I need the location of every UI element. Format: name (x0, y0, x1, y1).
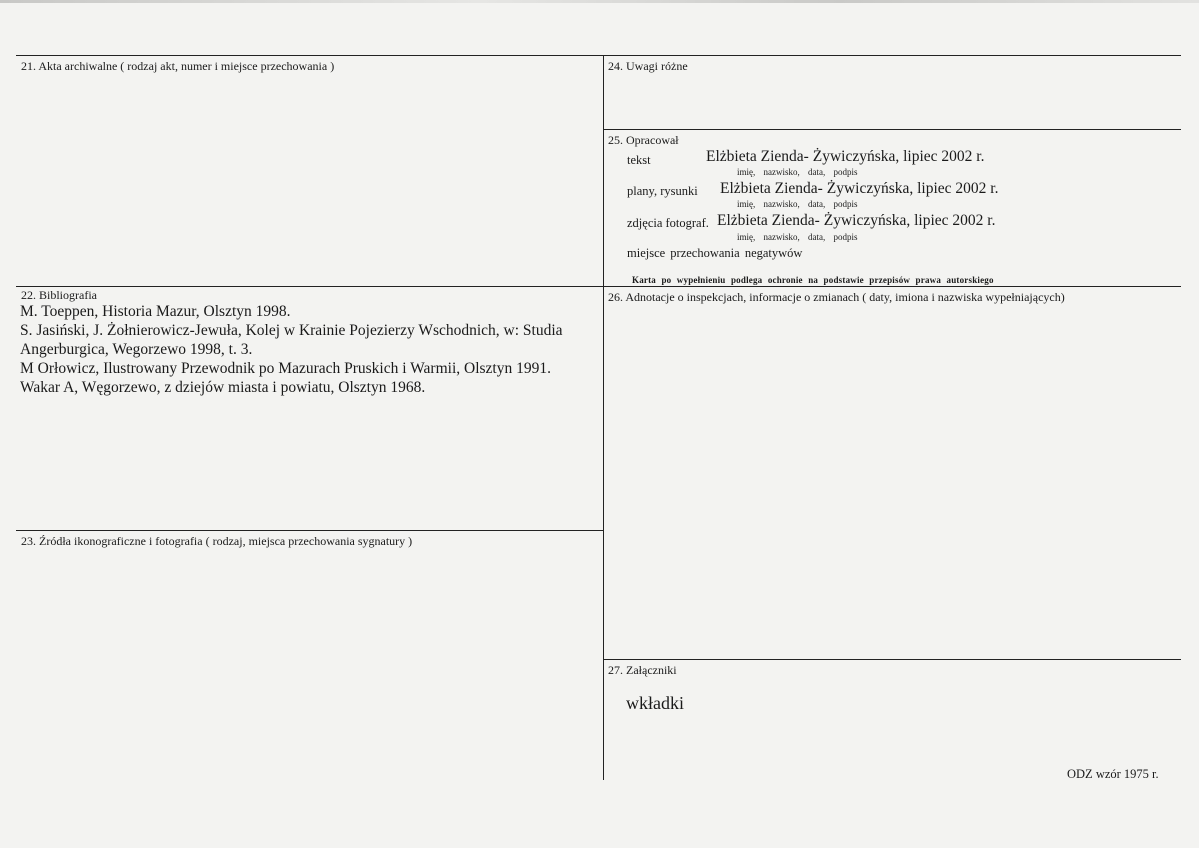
section-25-label: 25. Opracował (608, 133, 679, 147)
copyright-notice: Karta po wypełnieniu podlega ochronie na podstawie przepisów prawa autorskiego (632, 275, 994, 285)
rule-25-26 (603, 286, 1181, 287)
author-row-photos-field: zdjęcia fotograf. (627, 216, 709, 230)
bibliography-entry: M Orłowicz, Ilustrowany Przewodnik po Mazurach Pruskich i Warmii, Olsztyn 1991. (20, 360, 551, 377)
section-27-label: 27. Załączniki (608, 663, 677, 677)
rule-22-23 (16, 530, 603, 531)
author-row-plans-field: plany, rysunki (627, 184, 698, 198)
author-row-text-value: Elżbieta Zienda- Żywiczyńska, lipiec 2002 r. (706, 148, 985, 165)
scan-top-edge (0, 0, 1199, 3)
rule-24-25 (603, 129, 1181, 130)
author-row-photos-caption: imię, nazwisko, data, podpis (737, 232, 858, 242)
section-22-label: 22. Bibliografia (21, 288, 97, 302)
attachments-value: wkładki (626, 693, 684, 713)
top-rule (16, 55, 1181, 56)
rule-26-27 (603, 659, 1181, 660)
section-24-label: 24. Uwagi różne (608, 59, 688, 73)
bibliography-list (20, 302, 590, 397)
section-26-label: 26. Adnotacje o inspekcjach, informacje o zmianach ( daty, imiona i nazwiska wypełniających) (608, 290, 1065, 304)
negatives-location-label: miejsce przechowania negatywów (627, 246, 803, 260)
form-template-id: ODZ wzór 1975 r. (1067, 767, 1159, 781)
section-21-label: 21. Akta archiwalne ( rodzaj akt, numer i miejsce przechowania ) (21, 59, 335, 73)
bibliography-entry: S. Jasiński, J. Żołnierowicz-Jewuła, Kolej w Krainie Pojezierzy Wschodnich, w: Studia Angerburgica, Wegorzewo 1998, t. 3. (20, 322, 563, 358)
author-row-plans-caption: imię, nazwisko, data, podpis (737, 199, 858, 209)
center-divider (603, 55, 604, 780)
author-row-text-caption: imię, nazwisko, data, podpis (737, 167, 858, 177)
bibliography-entry: Wakar A, Węgorzewo, z dziejów miasta i powiatu, Olsztyn 1968. (20, 379, 426, 396)
bibliography-entry: M. Toeppen, Historia Mazur, Olsztyn 1998. (20, 303, 291, 320)
author-row-text-field: tekst (627, 153, 651, 167)
author-row-plans-value: Elżbieta Zienda- Żywiczyńska, lipiec 2002 r. (720, 180, 999, 197)
rule-21-22 (16, 286, 603, 287)
section-23-label: 23. Źródła ikonograficzne i fotografia ( rodzaj, miejsca przechowania sygnatury ) (21, 534, 413, 548)
author-row-photos-value: Elżbieta Zienda- Żywiczyńska, lipiec 2002 r. (717, 212, 996, 229)
